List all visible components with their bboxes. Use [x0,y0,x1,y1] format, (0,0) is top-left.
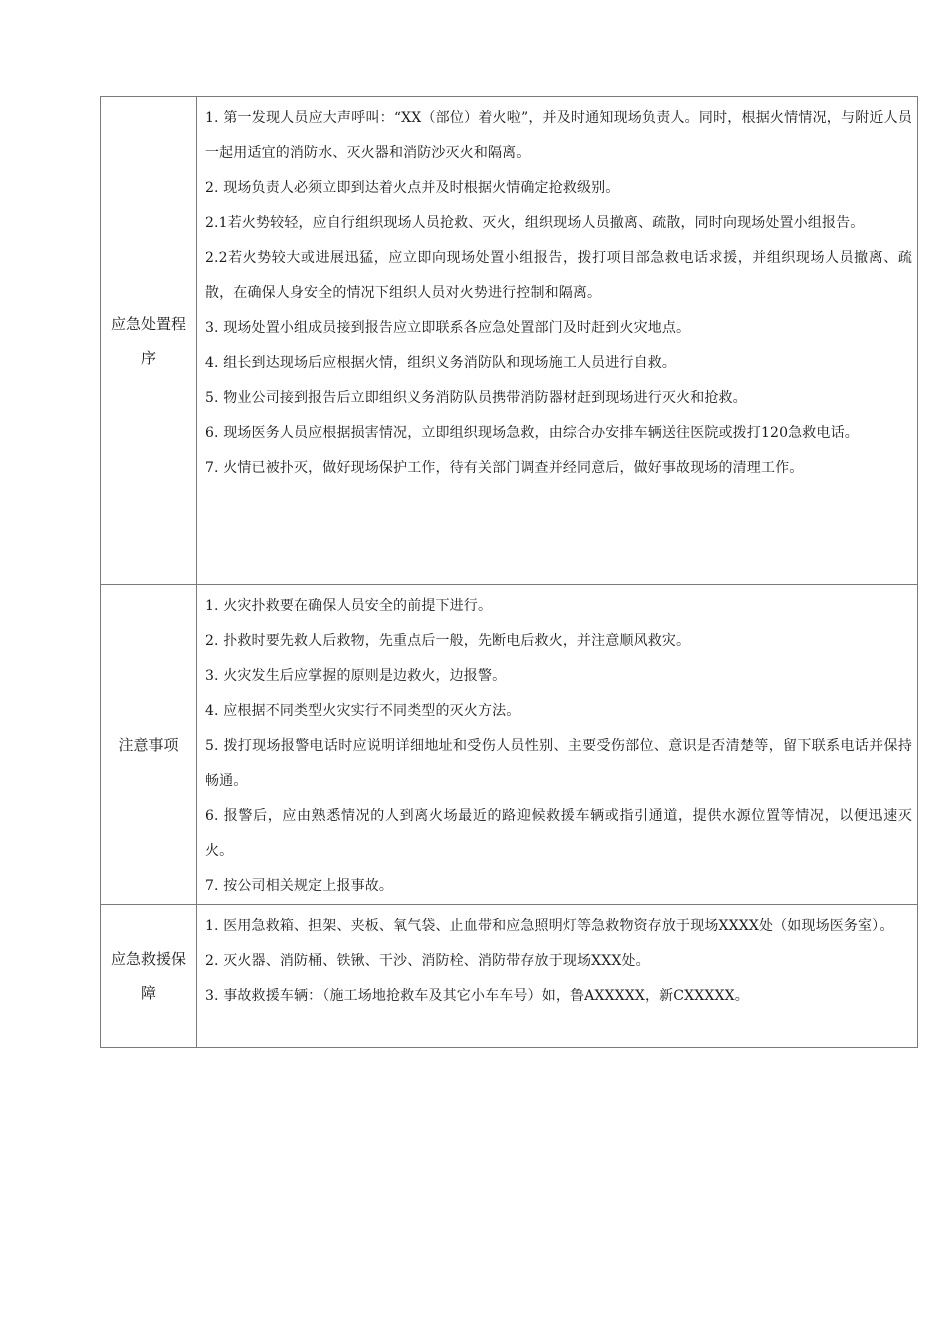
list-item: 1. 医用急救箱、担架、夹板、氧气袋、止血带和应急照明灯等急救物资存放于现场XXXX处（如现场医务室）。 [205,918,894,934]
list-item: 6. 现场医务人员应根据损害情况，立即组织现场急救，由综合办安排车辆送往医院或拨打120急救电话。 [205,425,859,441]
list-item: 3. 事故救援车辆：（施工场地抢救车及其它小车车号）如，鲁AXXXXX，新CXXXXX。 [205,988,749,1004]
emergency-procedure-table [100,96,918,1048]
list-item: 2.2若火势较大或进展迅猛，应立即向现场处置小组报告，拨打项目部急救电话求援，并组织现场人员撤离、疏散，在确保人身安全的情况下组织人员对火势进行控制和隔离。 [205,250,912,301]
list-item: 1. 火灾扑救要在确保人员安全的前提下进行。 [205,598,493,614]
list-item: 7. 火情已被扑灭，做好现场保护工作，待有关部门调查并经同意后，做好事故现场的清理工作。 [205,460,804,476]
list-item: 5. 物业公司接到报告后立即组织义务消防队员携带消防器材赶到现场进行灭火和抢救。 [205,390,747,406]
row-content-support [197,905,918,1048]
list-item: 2.1若火势较轻，应自行组织现场人员抢救、灭火，组织现场人员撤离、疏散，同时向现场处置小组报告。 [205,215,865,231]
list-item: 1. 第一发现人员应大声呼叫：“XX（部位）着火啦”，并及时通知现场负责人。同时，根据火情情况，与附近人员一起用适宜的消防水、灭火器和消防沙灭火和隔离。 [205,110,912,161]
list-item: 3. 现场处置小组成员接到报告应立即联系各应急处置部门及时赶到火灾地点。 [205,320,691,336]
table-row-procedure [101,97,918,585]
row-content-procedure [197,97,918,585]
list-item: 4. 组长到达现场后应根据火情，组织义务消防队和现场施工人员进行自救。 [205,355,677,371]
row-label-precautions: 注意事项 [101,585,197,905]
list-item: 7. 按公司相关规定上报事故。 [205,878,394,894]
row-label-procedure: 应急处置程序 [101,97,197,585]
list-item: 3. 火灾发生后应掌握的原则是边救火，边报警。 [205,668,507,684]
table-row-support [101,905,918,1048]
table-row-precautions [101,585,918,905]
row-content-precautions [197,585,918,905]
list-item: 6. 报警后，应由熟悉情况的人到离火场最近的路迎候救援车辆或指引通道，提供水源位置等情况，以便迅速灭火。 [205,808,912,859]
list-item: 2. 灭火器、消防桶、铁锹、干沙、消防栓、消防带存放于现场XXX处。 [205,953,650,969]
list-item: 2. 现场负责人必须立即到达着火点并及时根据火情确定抢救级别。 [205,180,620,196]
list-item: 4. 应根据不同类型火灾实行不同类型的灭火方法。 [205,703,521,719]
list-item: 2. 扑救时要先救人后救物，先重点后一般，先断电后救火，并注意顺风救灾。 [205,633,691,649]
row-label-support: 应急救援保障 [101,905,197,1048]
list-item: 5. 拨打现场报警电话时应说明详细地址和受伤人员性别、主要受伤部位、意识是否清楚等，留下联系电话并保持畅通。 [205,738,912,789]
